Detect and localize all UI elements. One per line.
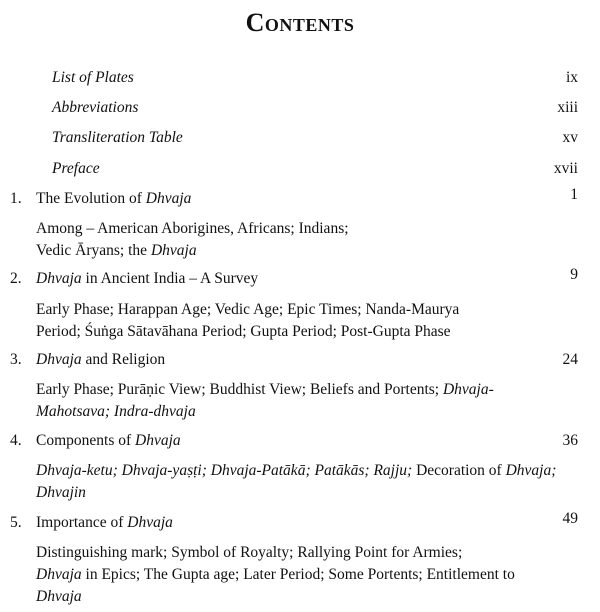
- italic-term: Dhvaja: [36, 588, 82, 605]
- description-line: [36, 379, 584, 401]
- italic-term: Dhvajin: [36, 484, 86, 501]
- chapter-number: 2.: [10, 270, 22, 287]
- chapter-page-number: 1: [570, 186, 578, 203]
- italic-term: Dhvaja: [150, 242, 197, 259]
- chapter-1-description: [36, 218, 584, 262]
- description-text: in Epics; The Gupta age; Later Period; Some Portents; Entitlement to: [81, 566, 515, 583]
- chapter-number: 1.: [10, 190, 22, 207]
- italic-term: Mahotsava; Indra-dhvaja: [36, 403, 196, 420]
- chapter-title: Components of Dhvaja: [36, 432, 181, 449]
- description-line: [36, 460, 584, 482]
- description-line: [36, 401, 584, 423]
- description-text: Vedic Āryans; the: [36, 242, 151, 259]
- entry-title: Transliteration Table: [52, 129, 183, 146]
- chapter-page-number: 24: [562, 351, 578, 368]
- chapter-number: 4.: [10, 432, 22, 449]
- description-line: [36, 482, 584, 504]
- italic-term: Dhvaja;: [505, 462, 557, 479]
- chapter-page-number: 49: [562, 510, 578, 527]
- description-line: [36, 586, 584, 608]
- chapter-number: 3.: [10, 351, 22, 368]
- chapter-title: The Evolution of Dhvaja: [36, 190, 192, 207]
- description-text: Decoration of: [412, 462, 506, 479]
- chapter-4-description: [36, 460, 584, 504]
- chapter-title: Dhvaja in Ancient India – A Survey: [36, 270, 259, 287]
- description-text: Early Phase; Purāṇic View; Buddhist View; Beliefs and Portents;: [36, 381, 443, 398]
- chapter-page-number: 9: [570, 266, 578, 283]
- description-line: [36, 542, 584, 564]
- chapter-5-description: [36, 542, 584, 608]
- italic-term: Dhvaja-: [442, 381, 494, 398]
- description-text: Distinguishing mark; Symbol of Royalty; Rallying Point for Armies;: [36, 544, 463, 561]
- chapter-number: 5.: [10, 514, 22, 531]
- page-title: Contents: [245, 8, 355, 37]
- entry-title: Preface: [52, 160, 100, 177]
- entry-page-number: xv: [562, 129, 578, 146]
- entry-title: List of Plates: [52, 69, 134, 86]
- entry-page-number: xiii: [557, 99, 578, 116]
- chapter-title: Importance of Dhvaja: [36, 514, 173, 531]
- description-line: [36, 564, 584, 586]
- description-line: [36, 240, 584, 262]
- description-text: Among – American Aborigines, Africans; Indians;: [36, 220, 349, 237]
- description-line: [36, 321, 584, 343]
- description-text: Early Phase; Harappan Age; Vedic Age; Epic Times; Nanda-Maurya: [36, 301, 460, 318]
- entry-page-number: ix: [565, 69, 578, 86]
- chapter-page-number: 36: [562, 432, 578, 449]
- italic-term: Dhvaja-ketu; Dhvaja-yaṣṭi; Dhvaja-Patākā; Patākās; Rajju;: [36, 462, 413, 479]
- description-line: [36, 299, 584, 321]
- chapter-2-description: [36, 299, 584, 343]
- italic-term: Dhvaja: [36, 566, 82, 583]
- entry-page-number: xvii: [553, 160, 578, 177]
- description-text: Period; Śuṅga Sātavāhana Period; Gupta Period; Post-Gupta Phase: [36, 323, 451, 340]
- entry-title: Abbreviations: [52, 99, 139, 116]
- chapter-3-description: [36, 379, 584, 423]
- chapter-title: Dhvaja and Religion: [36, 351, 166, 368]
- description-line: [36, 218, 584, 240]
